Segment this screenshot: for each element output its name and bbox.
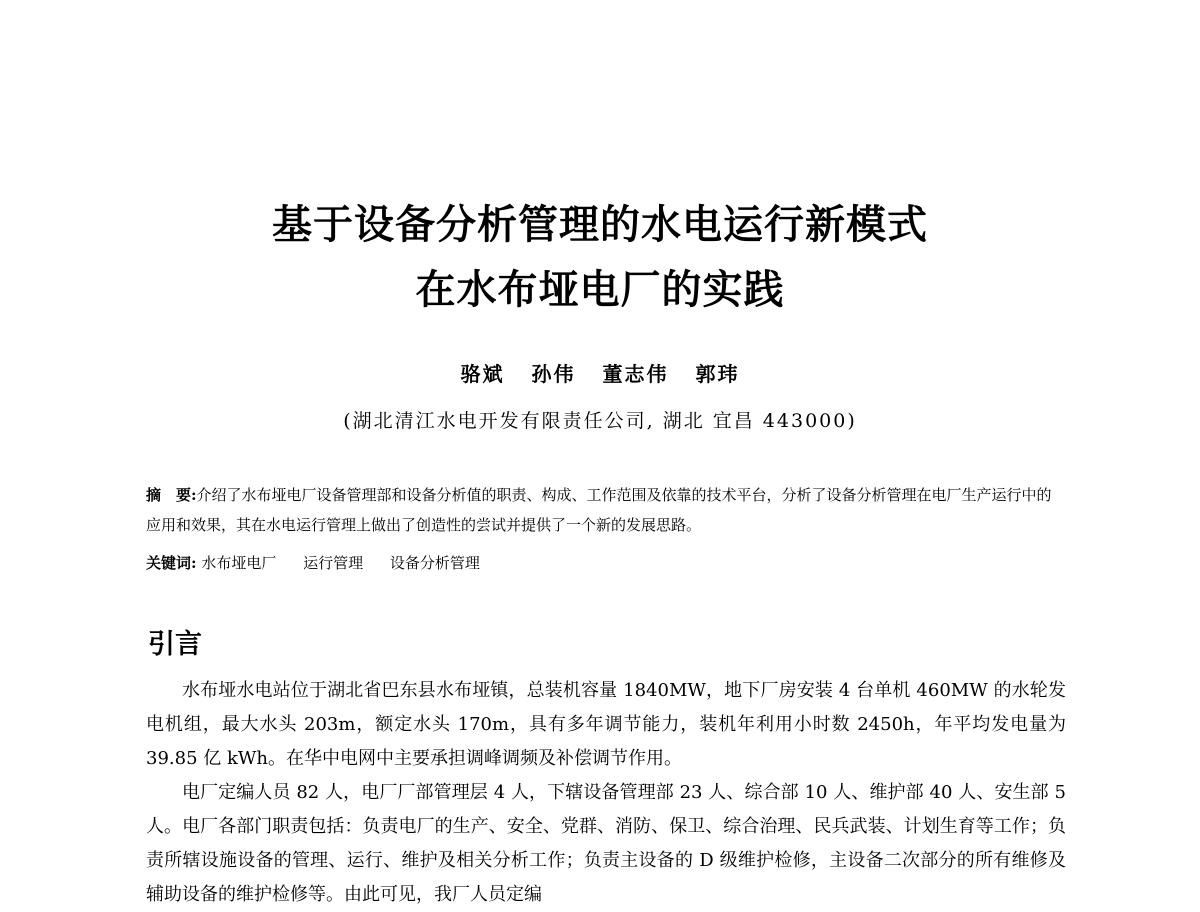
- author-name: 孙伟: [531, 362, 576, 386]
- author-name: 郭玮: [695, 362, 740, 386]
- keywords: [146, 548, 1066, 578]
- affiliation: (湖北清江水电开发有限责任公司, 湖北 宜昌 443000): [343, 410, 857, 432]
- title-line-2: 在水布垭电厂的实践: [415, 267, 785, 313]
- author-name: 董志伟: [602, 362, 669, 386]
- author-list: [0, 358, 1200, 387]
- abstract-text: 介绍了水布垭电厂设备管理部和设备分析值的职责、构成、工作范围及依靠的技术平台，分析了设备分析管理在电厂生产运行中的应用和效果，其在水电运行管理上做出了创造性的尝试并提供了一个新的发展思路。: [146, 486, 1052, 534]
- abstract: [146, 480, 1066, 540]
- paragraph: 水布垭水电站位于湖北省巴东县水布垭镇，总装机容量 1840MW，地下厂房安装 4 台单机 460MW 的水轮发电机组，最大水头 203m，额定水头 170m，具有多年调节能力，装机年利用小时数 2450h，年平均发电量为 39.85 亿 kWh。在华中电网中主要承担调峰调频及补偿调节作用。: [146, 680, 1066, 769]
- paragraph: 电厂定编人员 82 人，电厂厂部管理层 4 人，下辖设备管理部 23 人、综合部 10 人、维护部 40 人、安生部 5 人。电厂各部门职责包括：负责电厂的生产、安全、党群、消防、保卫、综合治理、民兵武装、计划生育等工作；负责所辖设施设备的管理、运行、维护及相关分析工作；负责主设备的 D 级维护检修，主设备二次部分的所有维修及辅助设备的维护检修等。由此可见，我厂人员定编: [146, 782, 1066, 905]
- author-name: 骆斌: [460, 362, 505, 386]
- section-heading: 引言: [148, 629, 202, 660]
- keywords-label: 关键词:: [146, 554, 197, 572]
- keyword: 水布垭电厂: [201, 554, 277, 572]
- keyword: 设备分析管理: [389, 554, 480, 572]
- keyword: 运行管理: [303, 554, 364, 572]
- title-line-1: 基于设备分析管理的水电运行新模式: [272, 202, 928, 248]
- body-text: [146, 674, 1066, 912]
- abstract-label: 摘 要:: [146, 486, 197, 504]
